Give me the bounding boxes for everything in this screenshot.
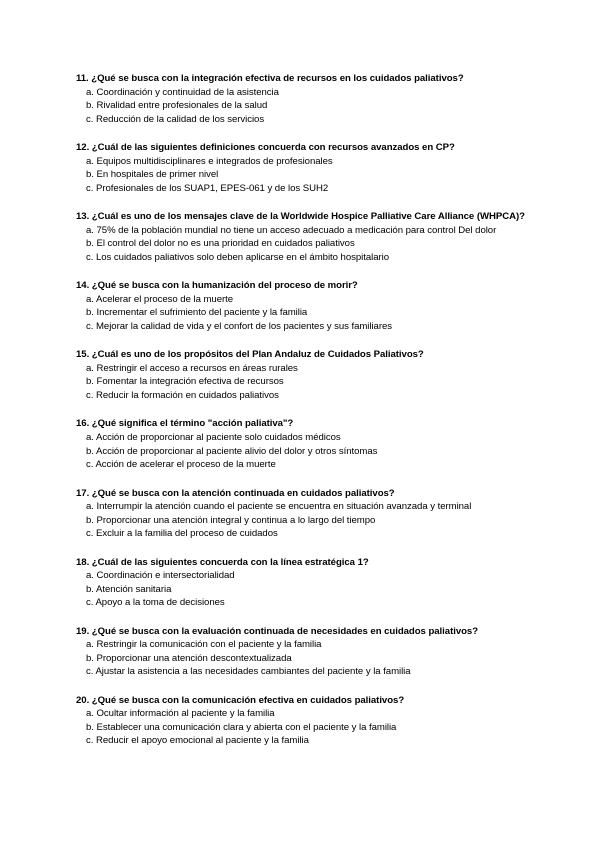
question-title: 13. ¿Cuál es uno de los mensajes clave de la Worldwide Hospice Palliative Care Alliance (WHPCA)? [76, 211, 525, 223]
question-17 [76, 487, 536, 541]
answer-options [76, 500, 536, 541]
question-title: 11. ¿Qué se busca con la integración efectiva de recursos en los cuidados paliativos? [76, 73, 464, 84]
option-b: b. Acción de proporcionar al paciente alivio del dolor y otros síntomas [86, 445, 378, 457]
option-b: b. Incrementar el sufrimiento del paciente y la familia [86, 307, 308, 319]
option-a: a. Equipos multidisciplinares e integrados de profesionales [86, 155, 333, 167]
question-20 [76, 694, 536, 748]
option-b: b. Atención sanitaria [86, 583, 172, 595]
option-a: a. Acción de proporcionar al paciente solo cuidados médicos [86, 432, 341, 444]
answer-options [76, 155, 536, 196]
option-b: b. En hospitales de primer nivel [86, 169, 219, 181]
question-title: 12. ¿Cuál de las siguientes definiciones concuerda con recursos avanzados en CP? [76, 142, 455, 154]
option-c: c. Reducción de la calidad de los servicios [86, 113, 265, 125]
answer-options [76, 569, 536, 610]
option-c: c. Mejorar la calidad de vida y el confort de los pacientes y sus familiares [86, 320, 393, 332]
option-a: a. Restringir el acceso a recursos en áreas rurales [86, 362, 298, 374]
option-a: a. Restringir la comunicación con el paciente y la familia [86, 639, 322, 651]
option-a: a. 75% de la población mundial no tiene un acceso adecuado a medicación para control Del dolor [86, 224, 497, 236]
option-b: b. Proporcionar una atención integral y continua a lo largo del tiempo [86, 514, 376, 526]
question-title: 15. ¿Cuál es uno de los propósitos del Plan Andaluz de Cuidados Paliativos? [76, 349, 424, 361]
option-c: c. Reducir la formación en cuidados paliativos [86, 389, 279, 401]
question-title: 16. ¿Qué significa el término "acción paliativa"? [76, 418, 294, 430]
option-c: c. Apoyo a la toma de decisiones [86, 597, 225, 609]
question-18 [76, 556, 536, 610]
question-title: 14. ¿Qué se busca con la humanización del proceso de morir? [76, 280, 358, 292]
question-11 [76, 72, 536, 126]
option-b: b. Fomentar la integración efectiva de recursos [86, 376, 284, 388]
question-12 [76, 141, 536, 195]
option-c: c. Profesionales de los SUAP1, EPES-061 y de los SUH2 [86, 182, 329, 194]
answer-options [76, 224, 536, 265]
option-a: a. Coordinación y continuidad de la asistencia [86, 86, 279, 98]
question-14 [76, 279, 536, 333]
option-b: b. Establecer una comunicación clara y abierta con el paciente y la familia [86, 721, 397, 733]
option-c: c. Acción de acelerar el proceso de la muerte [86, 459, 276, 471]
option-b: b. Proporcionar una atención descontextualizada [86, 652, 292, 664]
answer-options [76, 86, 536, 127]
question-13 [76, 210, 536, 264]
option-b: b. El control del dolor no es una prioridad en cuidados paliativos [86, 238, 355, 250]
option-a: a. Acelerar el proceso de la muerte [86, 293, 234, 305]
option-a: a. Ocultar información al paciente y la familia [86, 708, 275, 720]
answer-options [76, 707, 536, 748]
option-c: c. Ajustar la asistencia a las necesidades cambiantes del paciente y la familia [86, 666, 411, 678]
answer-options [76, 638, 536, 679]
answer-options [76, 293, 536, 334]
option-c: c. Excluir a la familia del proceso de cuidados [86, 528, 278, 540]
question-19 [76, 625, 536, 679]
option-c: c. Reducir el apoyo emocional al paciente y la familia [86, 735, 309, 747]
answer-options [76, 362, 536, 403]
option-a: a. Coordinación e intersectorialidad [86, 570, 235, 582]
option-b: b. Rivalidad entre profesionales de la salud [86, 100, 268, 112]
option-a: a. Interrumpir la atención cuando el paciente se encuentra en situación avanzada y terminal [86, 501, 472, 513]
question-title: 19. ¿Qué se busca con la evaluación continuada de necesidades en cuidados paliativos? [76, 625, 479, 637]
question-title: 17. ¿Qué se busca con la atención continuada en cuidados paliativos? [76, 487, 395, 499]
answer-options [76, 431, 536, 472]
question-16 [76, 417, 536, 471]
question-15 [76, 348, 536, 402]
option-c: c. Los cuidados paliativos solo deben aplicarse en el ámbito hospitalario [86, 251, 390, 263]
question-title: 18. ¿Cuál de las siguientes concuerda con la línea estratégica 1? [76, 556, 369, 568]
question-list [76, 72, 536, 763]
question-title: 20. ¿Qué se busca con la comunicación efectiva en cuidados paliativos? [76, 694, 405, 706]
